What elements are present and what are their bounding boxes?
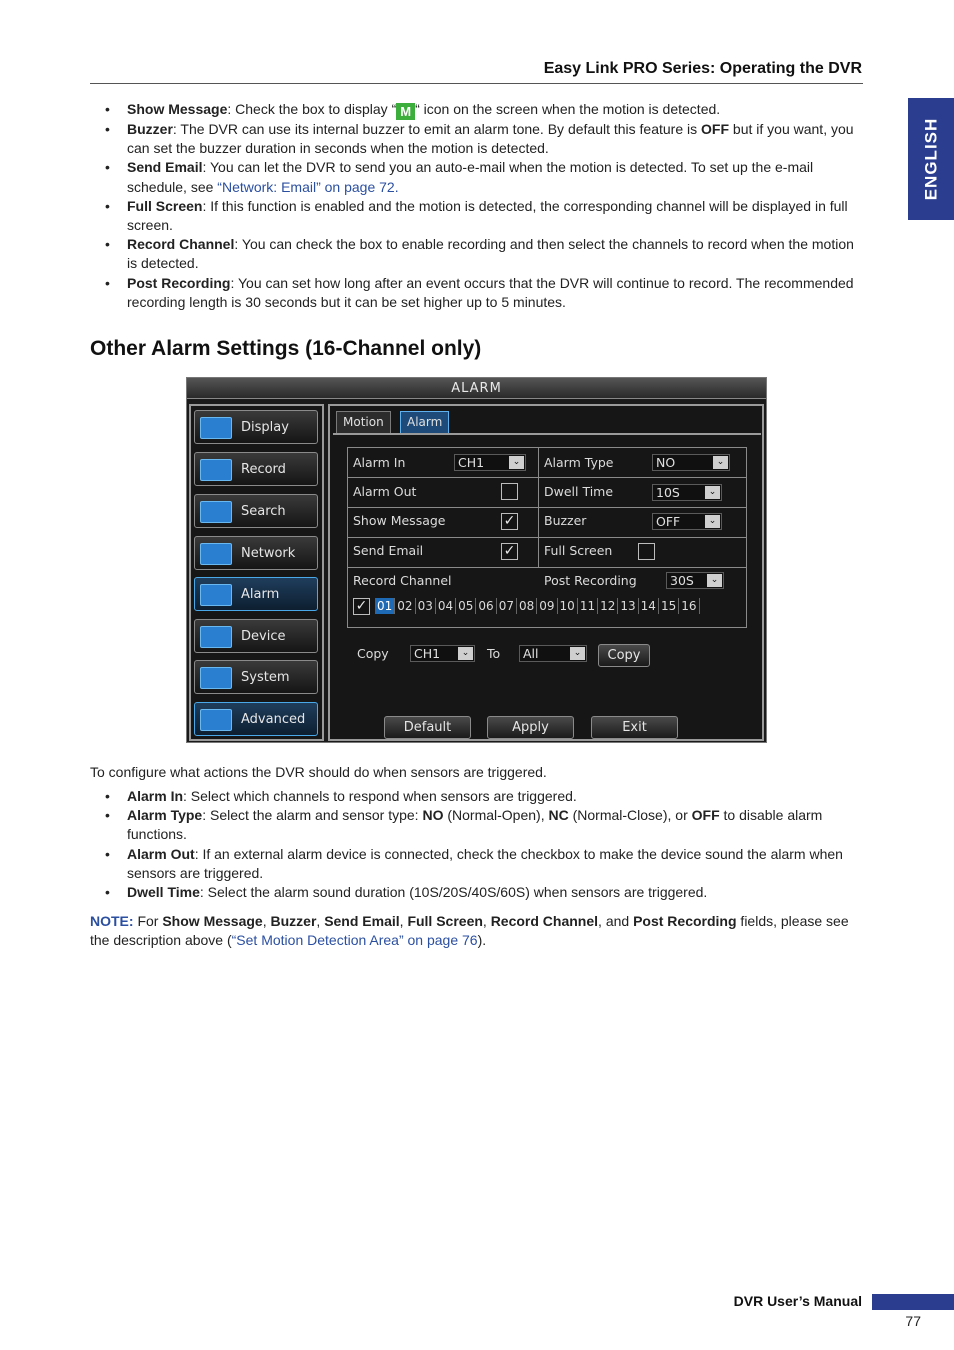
select-value: NO [656, 455, 676, 470]
term: Buzzer [127, 121, 173, 137]
channel-selector [375, 598, 700, 614]
channel-16[interactable]: 16 [679, 598, 699, 614]
tab-alarm[interactable]: Alarm [400, 411, 449, 433]
footer-label: DVR User’s Manual [733, 1293, 862, 1309]
language-tab [908, 98, 954, 220]
emph: Send Email [324, 913, 400, 929]
check-icon: ✓ [503, 513, 516, 529]
grid-divider [348, 477, 746, 478]
note-text: , and [598, 913, 634, 929]
show-message-label: Show Message [353, 513, 446, 528]
alarm-settings-grid [347, 447, 747, 628]
grid-divider [348, 567, 746, 568]
note-text: , [316, 913, 325, 929]
term: Alarm In [127, 788, 184, 804]
apply-button[interactable]: Apply [487, 716, 574, 739]
grid-divider [348, 537, 746, 538]
term: Alarm Out [127, 845, 195, 862]
sidebar-item-display[interactable] [194, 410, 318, 444]
magnifier-icon [200, 501, 232, 523]
channel-15[interactable]: 15 [659, 598, 679, 614]
globe-icon [200, 543, 232, 565]
select-value: CH1 [414, 646, 441, 661]
emph: Post Recording [633, 913, 737, 929]
desc: (Normal-Close), or [568, 807, 692, 824]
section-title: Other Alarm Settings (16-Channel only) [90, 337, 482, 360]
dvr-sidebar [189, 404, 324, 741]
list-item [90, 806, 863, 844]
record-channel-label: Record Channel [353, 573, 452, 588]
emph: Full Screen [407, 913, 483, 929]
wrench-icon [200, 709, 232, 731]
copy-label: Copy [357, 646, 389, 661]
emph: NC [548, 807, 569, 824]
channel-13[interactable]: 13 [618, 598, 638, 614]
list-item [90, 197, 863, 235]
dvr-main-panel [328, 404, 764, 741]
desc: : Check the box to display “ [227, 101, 397, 117]
desc: : If this function is enabled and the motion is detected, the corresponding channel will be displayed in full screen. [127, 197, 848, 234]
chevron-down-icon: ⌄ [509, 456, 524, 469]
chevron-down-icon: ⌄ [707, 574, 722, 587]
sidebar-item-label: Search [241, 503, 286, 519]
channel-01[interactable]: 01 [375, 598, 395, 614]
monitor-icon [200, 417, 232, 439]
header-rule [90, 83, 863, 84]
copy-to-select[interactable] [519, 645, 587, 662]
dwell-time-select[interactable] [652, 484, 722, 501]
note-text: , [262, 913, 271, 929]
select-value: 10S [656, 485, 680, 500]
channel-06[interactable]: 06 [476, 598, 496, 614]
copy-from-select[interactable] [410, 645, 475, 662]
chevron-down-icon: ⌄ [705, 515, 720, 528]
alarm-type-label: Alarm Type [544, 455, 614, 470]
channel-04[interactable]: 04 [436, 598, 456, 614]
buzzer-select[interactable] [652, 513, 722, 530]
term: Full Screen [127, 197, 203, 214]
sidebar-item-advanced[interactable] [194, 702, 318, 736]
gear-icon [200, 667, 232, 689]
sidebar-item-label: Advanced [241, 711, 306, 727]
motion-m-icon: M [396, 103, 415, 120]
term: Alarm Type [127, 807, 203, 824]
chevron-down-icon: ⌄ [713, 456, 728, 469]
to-label: To [487, 646, 501, 661]
default-button[interactable]: Default [384, 716, 471, 739]
emph: Show Message [162, 913, 263, 929]
note-text: ). [477, 932, 487, 949]
grid-divider [348, 507, 746, 508]
note-text: , [399, 913, 408, 929]
post-recording-select[interactable] [666, 572, 724, 589]
note-paragraph [90, 912, 863, 950]
emph: OFF [701, 121, 730, 137]
language-tab-label: ENGLISH [921, 117, 940, 201]
sidebar-item-network[interactable] [194, 536, 318, 570]
channel-10[interactable]: 10 [558, 598, 578, 614]
film-icon [200, 459, 232, 481]
list-item [90, 158, 863, 196]
dwell-time-label: Dwell Time [544, 484, 614, 499]
record-all-checkbox[interactable] [353, 598, 370, 615]
full-screen-checkbox[interactable] [638, 543, 655, 560]
term: Record Channel [127, 236, 235, 253]
select-value: All [523, 646, 539, 661]
list-item [90, 845, 863, 883]
sidebar-item-record[interactable] [194, 452, 318, 486]
sidebar-item-device[interactable] [194, 619, 318, 653]
sidebar-item-label: Alarm [241, 586, 280, 602]
tab-divider [333, 433, 761, 435]
desc: : You can check the box to enable recording and then select the channels to record when the motion is detected. [127, 236, 854, 272]
note-label: NOTE: [90, 913, 134, 929]
desc: : You can set how long after an event occurs that the DVR will continue to record. The recommended recording length is 30 seconds but it can be set higher up to 5 minutes. [127, 274, 854, 310]
dvr-window-title: ALARM [187, 378, 766, 399]
sidebar-item-label: System [241, 669, 290, 685]
device-icon [200, 626, 232, 648]
footer-bar [872, 1294, 954, 1310]
desc: (Normal-Open), [443, 807, 549, 824]
channel-07[interactable]: 07 [497, 598, 517, 614]
check-icon: ✓ [503, 543, 516, 559]
term: Show Message [127, 101, 228, 117]
send-email-checkbox[interactable] [501, 543, 518, 560]
select-value: 30S [670, 573, 694, 588]
channel-08[interactable]: 08 [517, 598, 537, 614]
channel-03[interactable]: 03 [416, 598, 436, 614]
list-item [90, 100, 863, 120]
dvr-alarm-screenshot [186, 377, 767, 743]
sidebar-item-alarm[interactable] [194, 577, 318, 611]
note-text: For [133, 913, 163, 929]
sidebar-item-system[interactable] [194, 660, 318, 694]
emph: Record Channel [490, 913, 599, 929]
tab-motion[interactable]: Motion [336, 411, 391, 433]
exit-button[interactable]: Exit [591, 716, 678, 739]
term: Dwell Time [127, 884, 200, 901]
list-item [90, 274, 863, 312]
full-screen-label: Full Screen [544, 543, 613, 558]
channel-14[interactable]: 14 [639, 598, 659, 614]
sidebar-item-search[interactable] [194, 494, 318, 528]
sidebar-item-label: Display [241, 419, 289, 435]
term: Post Recording [127, 274, 231, 291]
channel-02[interactable]: 02 [395, 598, 415, 614]
desc: but if you want, you can set the buzzer duration in seconds when the motion is detected. [127, 121, 854, 157]
motion-detection-link[interactable]: “Set Motion Detection Area” on page 76 [231, 932, 478, 949]
send-email-label: Send Email [353, 543, 424, 558]
list-item [90, 235, 863, 273]
sidebar-item-label: Device [241, 628, 286, 644]
chevron-down-icon: ⌄ [570, 647, 585, 660]
alarm-in-select[interactable] [454, 454, 526, 471]
buzzer-label: Buzzer [544, 513, 587, 528]
emph: Buzzer [270, 913, 317, 929]
desc: : If an external alarm device is connected, check the checkbox to make the device sound the alarm when sensors are triggered. [127, 845, 843, 881]
channel-11[interactable]: 11 [578, 598, 598, 614]
post-recording-label: Post Recording [544, 573, 637, 588]
desc: : Select which channels to respond when sensors are triggered. [183, 788, 577, 804]
channel-05[interactable]: 05 [456, 598, 476, 614]
alarm-out-checkbox[interactable] [501, 483, 518, 500]
alarm-type-select[interactable] [652, 454, 730, 471]
sidebar-item-label: Record [241, 461, 286, 477]
term: Send Email [127, 159, 203, 176]
alarm-out-label: Alarm Out [353, 484, 417, 499]
desc: : The DVR can use its internal buzzer to emit an alarm tone. By default this feature is [172, 121, 702, 137]
desc: : Select the alarm and sensor type: [202, 807, 423, 824]
list-item [90, 787, 863, 806]
desc: to disable alarm functions. [127, 807, 823, 843]
bullet-list-top [90, 100, 863, 312]
list-item [90, 120, 863, 158]
note-text: , [482, 913, 491, 929]
desc: “ icon on the screen when the motion is detected. [415, 101, 721, 117]
list-item [90, 883, 863, 902]
network-email-link[interactable]: “Network: Email” on page 72. [217, 178, 399, 195]
emph: NO [422, 807, 444, 824]
emph: OFF [691, 807, 720, 824]
page-number: 77 [905, 1313, 921, 1329]
copy-button[interactable]: Copy [598, 644, 650, 667]
sidebar-item-label: Network [241, 545, 296, 561]
chevron-down-icon: ⌄ [705, 486, 720, 499]
check-icon: ✓ [355, 598, 368, 614]
channel-09[interactable]: 09 [537, 598, 557, 614]
bullet-list-bottom [90, 787, 863, 902]
select-value: CH1 [458, 455, 485, 470]
alarm-in-label: Alarm In [353, 455, 406, 470]
note-text: fields, please see the description above ( [90, 913, 849, 949]
show-message-checkbox[interactable] [501, 513, 518, 530]
chevron-down-icon: ⌄ [458, 647, 473, 660]
header-title: Easy Link PRO Series: Operating the DVR [543, 60, 862, 77]
desc: : You can let the DVR to send you an auto-e-mail when the motion is detected. To set up the e-mail schedule, see [127, 159, 814, 195]
alarm-icon [200, 584, 232, 606]
desc: : Select the alarm sound duration (10S/20S/40S/60S) when sensors are triggered. [199, 884, 708, 901]
intro-paragraph: To configure what actions the DVR should do when sensors are triggered. [90, 764, 547, 780]
select-value: OFF [656, 514, 681, 529]
channel-12[interactable]: 12 [598, 598, 618, 614]
